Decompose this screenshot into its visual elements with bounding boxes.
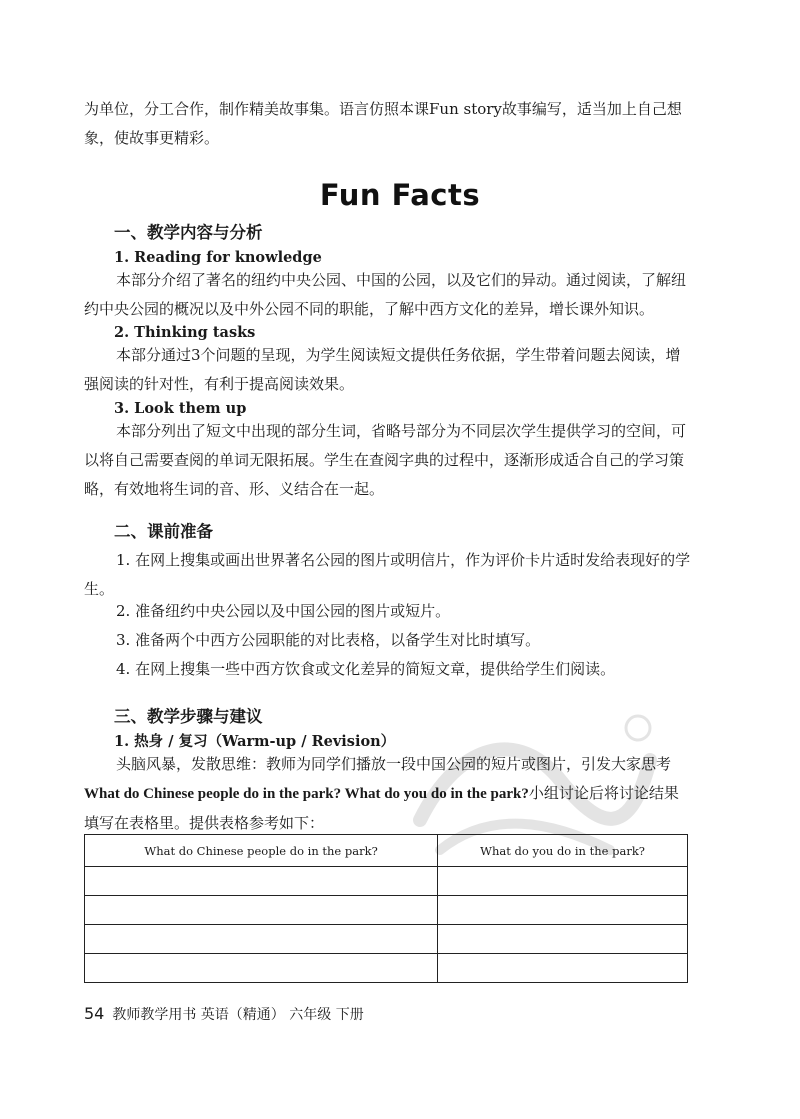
section-2-item-4: 4. 在网上搜集一些中西方饮食或文化差异的简短文章，提供给学生们阅读。 xyxy=(116,660,616,678)
table-row xyxy=(85,896,688,925)
page-number: 54 xyxy=(84,1004,105,1023)
section-2-item-1: 1. 在网上搜集或画出世界著名公园的图片或明信片，作为评价卡片适时发给表现好的学生。 xyxy=(84,551,691,598)
section-3-question: What do Chinese people do in the park? What do you do in the park? xyxy=(84,786,529,802)
section-1-item-2-label: 2. Thinking tasks xyxy=(114,324,256,341)
section-1-item-2-text: 本部分通过3个问题的呈现，为学生阅读短文提供任务依据，学生带着问题去阅读，增强阅读的针对性，有利于提高阅读效果。 xyxy=(84,346,681,393)
book-title: 教师教学用书 英语（精通） 六年级 下册 xyxy=(112,1007,364,1023)
table-header-row xyxy=(85,835,688,867)
section-1-item-3-text: 本部分列出了短文中出现的部分生词，省略号部分为不同层次学生提供学习的空间，可以将自己需要查阅的单词无限拓展。学生在查阅字典的过程中，逐渐形成适合自己的学习策略，有效地将生词的音、形、义结合在一起。 xyxy=(84,422,687,498)
section-1-item-1-text: 本部分介绍了著名的纽约中央公园、中国的公园，以及它们的异动。通过阅读，了解纽约中央公园的概况以及中外公园不同的职能，了解中西方文化的差异，增长课外知识。 xyxy=(84,271,687,318)
table-row xyxy=(85,925,688,954)
page-title: Fun Facts xyxy=(319,178,481,212)
table-cell xyxy=(438,954,688,983)
section-2-item-3: 3. 准备两个中西方公园职能的对比表格，以备学生对比时填写。 xyxy=(116,631,541,649)
table-header-chinese: What do Chinese people do in the park? xyxy=(85,835,438,867)
section-3-sub-label: 1. 热身 / 复习（Warm-up / Revision） xyxy=(114,733,396,750)
section-3-text-end: 小组讨论后将讨论结果填写在表格里。提供表格参考如下： xyxy=(84,784,679,832)
table-cell xyxy=(85,896,438,925)
section-3-heading: 三、教学步骤与建议 xyxy=(114,707,263,726)
table-cell xyxy=(438,867,688,896)
section-2-item-2: 2. 准备纽约中央公园以及中国公园的图片或短片。 xyxy=(116,602,451,620)
section-1-heading: 一、教学内容与分析 xyxy=(114,223,263,242)
intro-line-1: 为单位，分工合作，制作精美故事集。语言仿照本课Fun story故事编写，适当加上自己想 xyxy=(84,100,682,118)
table-row xyxy=(85,954,688,983)
section-3-paragraph xyxy=(84,750,692,838)
table-row xyxy=(85,867,688,896)
table-cell xyxy=(85,925,438,954)
page-footer xyxy=(84,1004,364,1024)
intro-line-2: 象，使故事更精彩。 xyxy=(84,129,220,147)
table-cell xyxy=(438,896,688,925)
comparison-table xyxy=(84,834,688,983)
table-cell xyxy=(85,867,438,896)
table-cell xyxy=(438,925,688,954)
section-2-heading: 二、课前准备 xyxy=(114,522,213,541)
intro-paragraph xyxy=(84,95,692,153)
table-header-you: What do you do in the park? xyxy=(438,835,688,867)
table-cell xyxy=(85,954,438,983)
section-1-item-1-label: 1. Reading for knowledge xyxy=(114,249,322,266)
section-3-text-start: 头脑风暴，发散思维：教师为同学们播放一段中国公园的短片或图片，引发大家思考 xyxy=(116,755,672,773)
section-1-item-3-label: 3. Look them up xyxy=(114,400,247,417)
